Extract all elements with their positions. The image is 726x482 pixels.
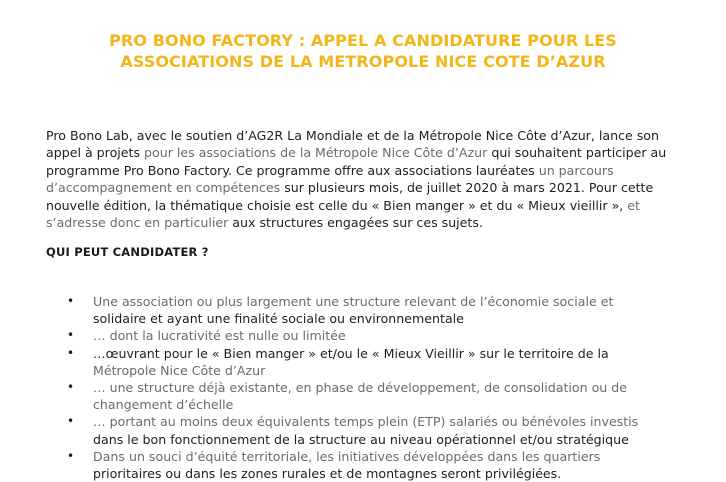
criteria-text: Dans un souci d’équité territoriale, les initiatives développées dans les quartiers — [93, 448, 601, 464]
section-heading: QUI PEUT CANDIDATER ? — [46, 245, 209, 259]
criteria-text: …œuvrant pour le « Bien manger » et/ou le « Mieux Vieillir » sur le territoire de la — [93, 345, 609, 361]
intro-text-1: Pro Bono Lab, avec le soutien d’AG2R La Mondiale et de la Métropole Nice Côte d’Azur, lance son appel à projets — [46, 128, 659, 161]
intro-text-4: un parcours d’accompagnement en compétences — [46, 162, 614, 196]
list-item — [0, 327, 726, 344]
document-title — [20, 30, 706, 72]
bullet-icon: • — [67, 294, 75, 308]
intro-paragraph — [46, 127, 686, 231]
criteria-text: … dont la lucrativité est nulle ou limitée — [93, 328, 346, 344]
intro-text-7: aux structures engagées sur ces sujets. — [228, 215, 483, 231]
list-item — [0, 413, 726, 447]
criteria-text: Une association ou plus largement une structure relevant de l’économie sociale et — [93, 294, 614, 309]
title-line-1: PRO BONO FACTORY : APPEL A CANDIDATURE POUR LES — [109, 31, 617, 50]
bullet-icon: • — [67, 448, 75, 463]
bullet-icon: • — [67, 345, 75, 360]
criteria-list — [0, 293, 726, 482]
list-item — [0, 345, 726, 379]
bullet-icon: • — [67, 380, 75, 395]
intro-text-3: qui souhaitent participer au programme Pro Bono Factory. Ce programme offre aux associations lauréates — [46, 145, 667, 178]
list-item — [0, 293, 726, 327]
criteria-text: … portant au moins deux équivalents temps plein (ETP) salariés ou bénévoles investis — [93, 414, 639, 430]
intro-text-2: pour les associations de la Métropole Nice Côte d’Azur — [144, 145, 488, 161]
criteria-text: prioritaires ou dans les zones rurales et de montagnes seront privilégiées. — [93, 466, 562, 482]
list-item — [0, 448, 726, 482]
intro-text-6: et s’adresse donc en particulier — [46, 197, 640, 231]
title-line-2: ASSOCIATIONS DE LA METROPOLE NICE COTE D’AZUR — [120, 52, 606, 71]
bullet-icon: • — [67, 328, 75, 343]
criteria-text: dans le bon fonctionnement de la structure au niveau opérationnel et/ou stratégique — [93, 431, 629, 447]
list-item — [0, 379, 726, 413]
intro-text-5: sur plusieurs mois, de juillet 2020 à mars 2021. Pour cette nouvelle édition, la thématique choisie est celle du « Bien manger » et du « Mieux vieillir », — [46, 180, 654, 213]
bullet-icon: • — [67, 414, 75, 429]
criteria-text: … une structure déjà existante, en phase de développement, de consolidation ou de changement d’échelle — [93, 380, 627, 413]
criteria-text: Métropole Nice Côte d’Azur — [93, 362, 266, 378]
criteria-text: solidaire et ayant une finalité sociale ou environnementale — [93, 311, 464, 327]
